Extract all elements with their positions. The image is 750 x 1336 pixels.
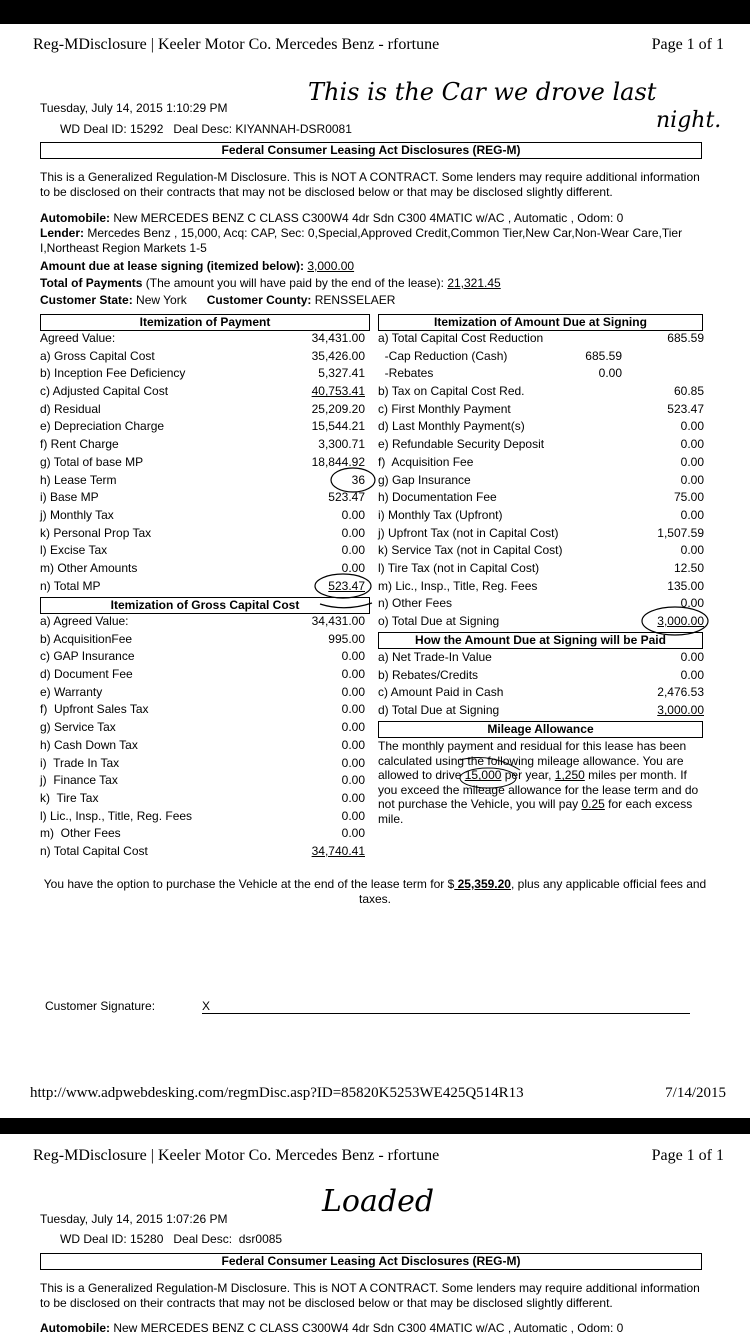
- row-value: 685.59: [667, 331, 704, 345]
- row-value: 3,000.00: [657, 614, 704, 628]
- table-row: [40, 666, 365, 684]
- deal-info: WD Deal ID: 15292 Deal Desc: KIYANNAH-DSR0081: [60, 122, 352, 136]
- page2-print-date: Tuesday, July 14, 2015 1:07:26 PM: [40, 1212, 228, 1226]
- row-value: 5,327.41: [318, 366, 365, 381]
- row-value: 0.00: [341, 525, 365, 540]
- row-label: i) Monthly Tax (Upfront): [378, 507, 503, 522]
- table-row: [40, 454, 365, 472]
- total-payments-value: 21,321.45: [447, 276, 501, 290]
- row-value: 0.00: [680, 437, 704, 452]
- handwritten-note-continued: night.: [656, 108, 722, 133]
- table-row: [40, 383, 365, 401]
- row-label: d) Document Fee: [40, 667, 133, 682]
- mileage-text-a: The monthly payment and residual for this lease has been calculated using the following mileage allowance. You are allowed to drive: [378, 739, 687, 783]
- row-value: 0.00: [341, 808, 365, 823]
- row-value: 34,740.41: [311, 843, 365, 858]
- table-row: [40, 472, 365, 490]
- table-row: [40, 737, 365, 755]
- total-payments-label: Total of Payments: [40, 276, 143, 290]
- table-row: [378, 454, 704, 472]
- row-label: b) Rebates/Credits: [378, 667, 479, 682]
- top-black-bar: [0, 0, 750, 24]
- signature-label: Customer Signature:: [45, 999, 156, 1013]
- row-value: 0.00: [341, 543, 365, 558]
- row-value: 523.47: [328, 490, 365, 505]
- row-label: a) Net Trade-In Value: [378, 650, 492, 664]
- page-separator-bar: [0, 1118, 750, 1134]
- signature-line: [202, 1013, 690, 1014]
- automobile-label: Automobile:: [40, 211, 110, 225]
- purchase-text-a: You have the option to purchase the Vehicle at the end of the lease term for $: [43, 877, 455, 891]
- table-row: [40, 719, 365, 737]
- mileage-section-title: Mileage Allowance: [378, 721, 703, 738]
- table-row: [378, 684, 704, 702]
- table-row: [378, 472, 704, 490]
- row-value: 0.00: [341, 684, 365, 699]
- customer-location: [40, 293, 395, 307]
- row-value: 0.00: [680, 454, 704, 469]
- table-row: [40, 418, 365, 436]
- row-value: 25,209.20: [311, 401, 365, 416]
- disclaimer-text: This is a Generalized Regulation-M Disclosure. This is NOT A CONTRACT. Some lenders may require additional information to be disclosed on their contracts that may not be disclosed below or that may be disclosed slightly different.: [40, 170, 700, 199]
- row-value: 36: [351, 472, 365, 487]
- row-label: e) Warranty: [40, 684, 103, 699]
- table-row: [378, 436, 704, 454]
- row-label: Agreed Value:: [40, 331, 116, 345]
- row-label: e) Refundable Security Deposit: [378, 437, 545, 452]
- table-row: [40, 631, 365, 649]
- row-value: 60.85: [673, 384, 704, 399]
- table-row: [40, 825, 365, 843]
- handwritten-note: This is the Car we drove last: [308, 78, 657, 106]
- row-value: 0.00: [680, 543, 704, 558]
- row-value: 3,000.00: [657, 703, 704, 718]
- table-row: [40, 578, 365, 596]
- excess-mile-rate: 0.25: [581, 797, 605, 812]
- row-value: 523.47: [328, 578, 365, 593]
- gross-capital-table: [40, 613, 365, 861]
- row-value: 0.00: [680, 472, 704, 487]
- row-label: m) Other Fees: [40, 826, 121, 841]
- payment-section-title: Itemization of Payment: [40, 314, 370, 331]
- row-value: 34,431.00: [311, 614, 365, 628]
- row-value: 34,431.00: [311, 331, 365, 345]
- table-row: [378, 560, 704, 578]
- row-value: 18,844.92: [311, 454, 365, 469]
- row-label: i) Base MP: [40, 490, 99, 505]
- total-payments-note: (The amount you will have paid by the end of the lease):: [142, 276, 448, 290]
- table-row: [40, 365, 365, 383]
- signature-x: X: [202, 999, 211, 1013]
- total-payments-line: [40, 276, 501, 290]
- row-value: 35,426.00: [311, 348, 365, 363]
- table-row: [40, 525, 365, 543]
- row-label: o) Total Due at Signing: [378, 614, 500, 628]
- table-row: [40, 772, 365, 790]
- row-value: 12.50: [673, 560, 704, 575]
- table-row: [378, 348, 704, 366]
- row-label: l) Excise Tax: [40, 543, 108, 558]
- table-row: [40, 330, 365, 348]
- mileage-text-c: miles per month. If you exceed the mileage allowance for the lease term and do not purchase the Vehicle, you will pay: [378, 768, 699, 812]
- table-row: [40, 701, 365, 719]
- customer-county-value: RENSSELAER: [314, 293, 396, 307]
- row-label: n) Total MP: [40, 578, 101, 593]
- row-label: g) Gap Insurance: [378, 472, 471, 487]
- row-label: k) Tire Tax: [40, 790, 99, 805]
- row-label: d) Last Monthly Payment(s): [378, 419, 525, 434]
- row-label: -Cap Reduction (Cash): [378, 348, 508, 363]
- purchase-option-text: [40, 877, 710, 906]
- row-value: 0.00: [341, 649, 365, 664]
- row-value: 0.00: [341, 667, 365, 682]
- row-value: 40,753.41: [311, 384, 365, 399]
- page-header-title: Reg-MDisclosure | Keeler Motor Co. Mercedes Benz - rfortune: [33, 36, 440, 53]
- table-row: [40, 489, 365, 507]
- amount-due-table: [378, 330, 704, 631]
- table-row: [40, 808, 365, 826]
- row-value: 0.00: [341, 790, 365, 805]
- row-value: 0.00: [341, 507, 365, 522]
- page2-automobile-value: New MERCEDES BENZ C CLASS C300W4 4dr Sdn C300 4MATIC w/AC , Automatic , Odom: 0: [110, 1321, 624, 1335]
- print-date: Tuesday, July 14, 2015 1:10:29 PM: [40, 101, 228, 115]
- row-label: j) Monthly Tax: [40, 507, 114, 522]
- table-row: [40, 790, 365, 808]
- miles-per-year: 15,000: [464, 768, 502, 783]
- row-value: 135.00: [667, 578, 704, 593]
- row-value: 995.00: [328, 631, 365, 646]
- table-row: [378, 330, 704, 348]
- row-label: e) Depreciation Charge: [40, 419, 165, 434]
- page2-header-title: Reg-MDisclosure | Keeler Motor Co. Mercedes Benz - rfortune: [33, 1147, 440, 1164]
- table-row: [378, 418, 704, 436]
- table-row: [40, 755, 365, 773]
- table-row: [378, 578, 704, 596]
- table-row: [40, 684, 365, 702]
- amount-due-value: 3,000.00: [307, 259, 355, 273]
- row-label: c) First Monthly Payment: [378, 401, 511, 416]
- table-row: [40, 560, 365, 578]
- row-label: l) Lic., Insp., Title, Reg. Fees: [40, 808, 193, 823]
- row-label: m) Other Amounts: [40, 560, 138, 575]
- row-label: g) Service Tax: [40, 720, 116, 735]
- table-row: [378, 365, 704, 383]
- row-label: a) Agreed Value:: [40, 614, 129, 628]
- row-value: 0.00: [341, 702, 365, 717]
- table-row: [40, 843, 365, 861]
- table-row: [40, 542, 365, 560]
- row-label: h) Documentation Fee: [378, 490, 497, 505]
- purchase-value: 25,359.20: [454, 877, 511, 891]
- amount-due-section-title: Itemization of Amount Due at Signing: [378, 314, 703, 331]
- row-label: b) Tax on Capital Cost Red.: [378, 384, 525, 399]
- row-value: 0.00: [341, 826, 365, 841]
- mileage-text-d: for each excess mile.: [378, 797, 693, 826]
- vehicle-info: [40, 211, 705, 256]
- row-value: 3,300.71: [318, 437, 365, 452]
- page2-deal-info: WD Deal ID: 15280 Deal Desc: dsr0085: [60, 1232, 283, 1246]
- row-label: f) Rent Charge: [40, 437, 119, 452]
- table-row: [378, 383, 704, 401]
- row-label: -Rebates: [378, 366, 434, 381]
- miles-per-month: 1,250: [554, 768, 585, 783]
- row-label: n) Total Capital Cost: [40, 843, 148, 858]
- table-row: [378, 613, 704, 631]
- table-row: [40, 507, 365, 525]
- amount-due-line: [40, 259, 354, 273]
- row-label: f) Acquisition Fee: [378, 454, 474, 469]
- table-row: [40, 613, 365, 631]
- page2-handwritten-note: Loaded: [322, 1184, 435, 1219]
- row-value: 0.00: [680, 667, 704, 682]
- table-row: [378, 702, 704, 720]
- row-label: i) Trade In Tax: [40, 755, 120, 770]
- footer-date: 7/14/2015: [665, 1085, 726, 1101]
- customer-county-label: Customer County:: [206, 293, 312, 307]
- row-value: 0.00: [680, 650, 704, 664]
- row-value: 75.00: [673, 490, 704, 505]
- amount-due-label: Amount due at lease signing (itemized below):: [40, 259, 305, 273]
- row-label: c) Adjusted Capital Cost: [40, 384, 169, 399]
- table-row: [378, 489, 704, 507]
- table-row: [40, 436, 365, 454]
- table-row: [378, 525, 704, 543]
- table-row: [378, 649, 704, 667]
- row-label: k) Service Tax (not in Capital Cost): [378, 543, 563, 558]
- automobile-value: New MERCEDES BENZ C CLASS C300W4 4dr Sdn C300 4MATIC w/AC , Automatic , Odom: 0: [110, 211, 624, 225]
- row-label: l) Tire Tax (not in Capital Cost): [378, 560, 540, 575]
- row-label: f) Upfront Sales Tax: [40, 702, 149, 717]
- row-label: h) Lease Term: [40, 472, 117, 487]
- gross-capital-section-title: Itemization of Gross Capital Cost: [40, 597, 370, 614]
- page2-disclaimer-text: This is a Generalized Regulation-M Disclosure. This is NOT A CONTRACT. Some lenders may require additional information to be disclosed on their contracts that may not be disclosed below or that may be disclosed slightly different.: [40, 1281, 700, 1310]
- table-row: [378, 542, 704, 560]
- purchase-text-b: , plus any applicable official fees and taxes.: [358, 877, 707, 906]
- payment-table: [40, 330, 365, 595]
- row-label: b) Inception Fee Deficiency: [40, 366, 186, 381]
- table-row: [378, 595, 704, 613]
- row-label: n) Other Fees: [378, 596, 453, 611]
- row-value: 523.47: [667, 401, 704, 416]
- row-value: 2,476.53: [657, 685, 704, 700]
- row-label: j) Upfront Tax (not in Capital Cost): [378, 525, 559, 540]
- page-number: Page 1 of 1: [651, 36, 724, 53]
- row-label: d) Residual: [40, 401, 101, 416]
- row-label: a) Gross Capital Cost: [40, 348, 155, 363]
- lender-value: Mercedes Benz , 15,000, Acq: CAP, Sec: 0,Special,Approved Credit,Common Tier,New Car,Non-Wear Care,Tier I,Northeast Region Markets 1-5: [40, 226, 683, 255]
- row-value: 0.00: [341, 720, 365, 735]
- row-label: c) Amount Paid in Cash: [378, 685, 504, 700]
- row-value: 0.00: [341, 773, 365, 788]
- table-row: [40, 348, 365, 366]
- table-row: [378, 667, 704, 685]
- row-label: c) GAP Insurance: [40, 649, 135, 664]
- lender-label: Lender:: [40, 226, 85, 240]
- customer-state-label: Customer State:: [40, 293, 133, 307]
- payment-method-section-title: How the Amount Due at Signing will be Paid: [378, 632, 703, 649]
- row-value: 0.00: [680, 419, 704, 434]
- row-label: j) Finance Tax: [40, 773, 118, 788]
- row-label: a) Total Capital Cost Reduction: [378, 331, 544, 345]
- customer-state-value: New York: [136, 293, 187, 307]
- row-value: 0.00: [341, 755, 365, 770]
- table-row: [378, 507, 704, 525]
- mileage-text: [378, 739, 706, 827]
- row-value: 0.00: [341, 560, 365, 575]
- row-sub-value: 0.00: [598, 366, 622, 381]
- row-value: 0.00: [680, 596, 704, 611]
- row-label: g) Total of base MP: [40, 454, 144, 469]
- row-value: 15,544.21: [311, 419, 365, 434]
- document-title: Federal Consumer Leasing Act Disclosures (REG-M): [40, 142, 702, 159]
- payment-method-table: [378, 649, 704, 720]
- row-label: b) AcquisitionFee: [40, 631, 133, 646]
- footer-url[interactable]: http://www.adpwebdesking.com/regmDisc.asp?ID=85820K5253WE425Q514R13: [30, 1085, 524, 1101]
- table-row: [40, 648, 365, 666]
- row-sub-value: 685.59: [585, 348, 622, 363]
- page2-automobile-label: Automobile:: [40, 1321, 110, 1335]
- row-label: h) Cash Down Tax: [40, 737, 138, 752]
- row-label: m) Lic., Insp., Title, Reg. Fees: [378, 578, 538, 593]
- table-row: [40, 401, 365, 419]
- row-value: 0.00: [680, 507, 704, 522]
- page2-document-title: Federal Consumer Leasing Act Disclosures (REG-M): [40, 1253, 702, 1270]
- page2-page-number: Page 1 of 1: [651, 1147, 724, 1164]
- row-label: k) Personal Prop Tax: [40, 525, 152, 540]
- table-row: [378, 401, 704, 419]
- mileage-text-b: per year,: [501, 768, 555, 783]
- row-value: 1,507.59: [657, 525, 704, 540]
- row-value: 0.00: [341, 737, 365, 752]
- row-label: d) Total Due at Signing: [378, 703, 500, 718]
